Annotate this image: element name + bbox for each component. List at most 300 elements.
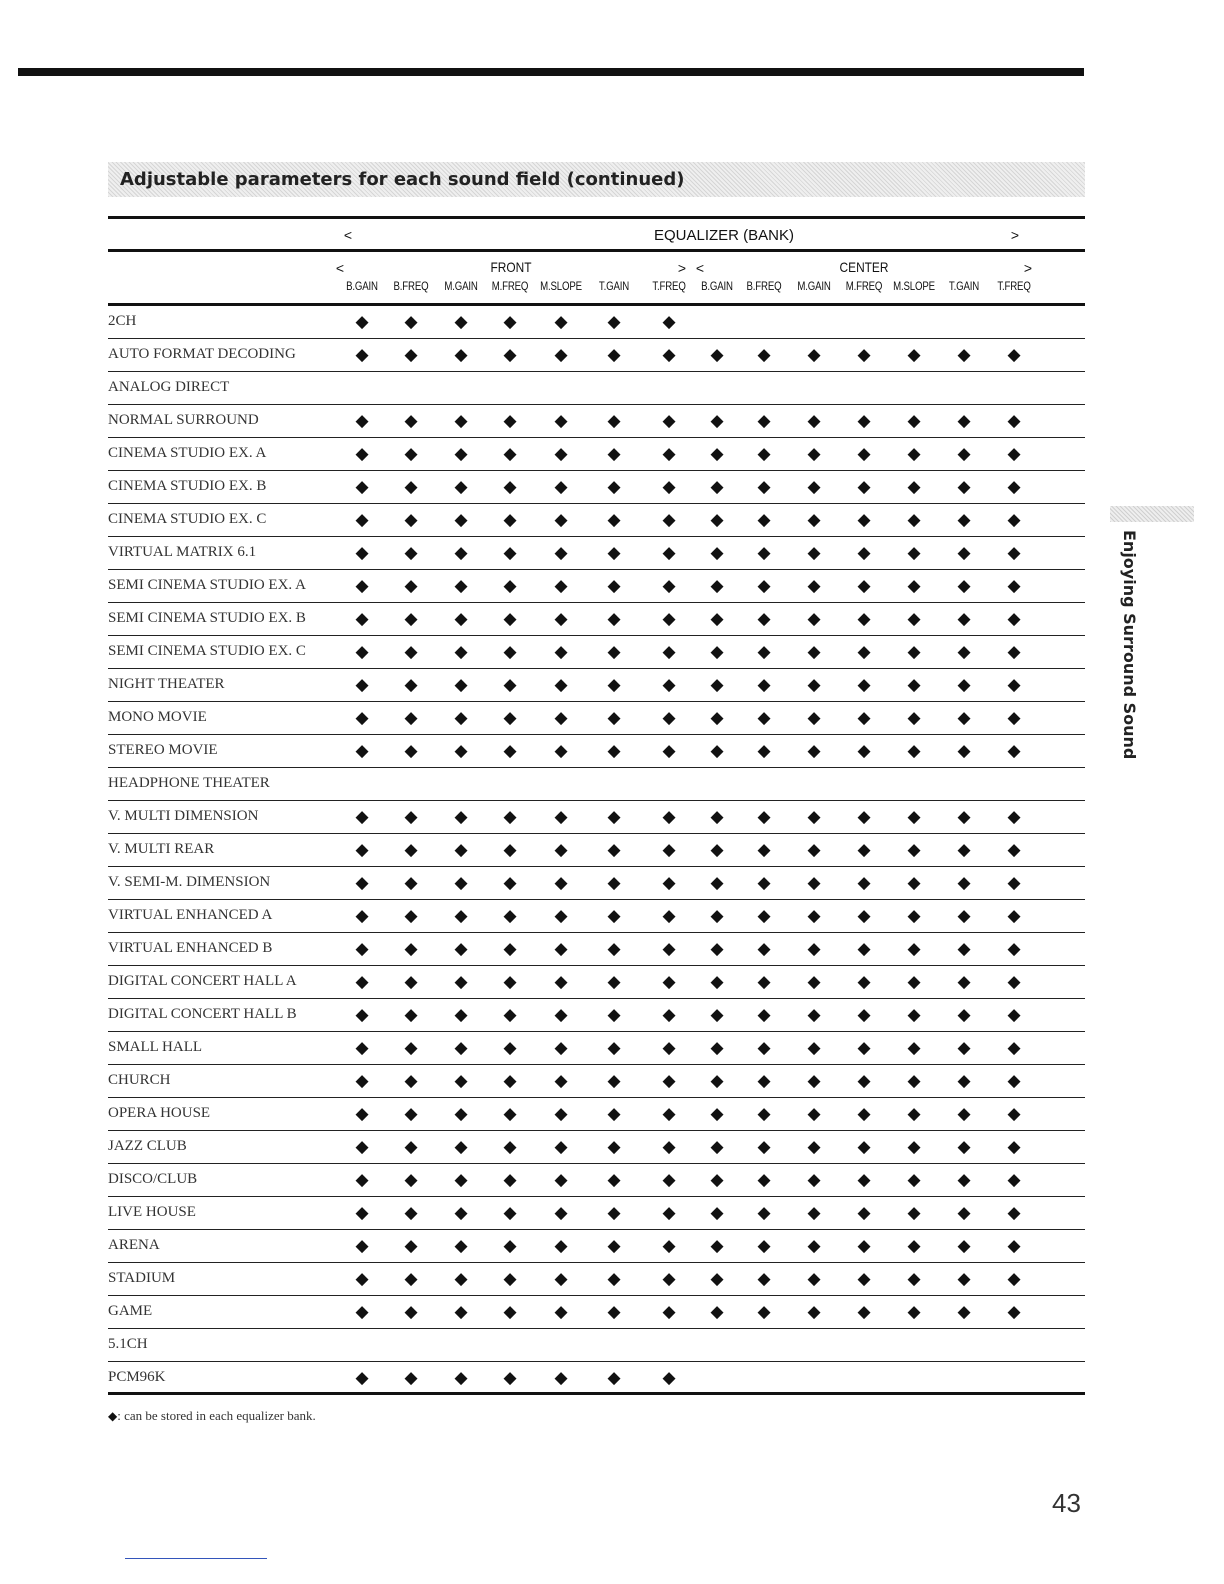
stored-marker: ◆ [757,1071,771,1090]
stored-marker: ◆ [857,972,871,991]
table-row [108,834,1085,867]
stored-marker: ◆ [757,741,771,760]
stored-marker: ◆ [907,543,921,562]
stored-marker: ◆ [404,1038,418,1057]
stored-marker: ◆ [355,345,369,364]
stored-marker: ◆ [404,939,418,958]
stored-marker: ◆ [404,675,418,694]
stored-marker: ◆ [503,1104,517,1123]
stored-marker: ◆ [1007,345,1021,364]
stored-marker: ◆ [957,1269,971,1288]
stored-marker: ◆ [957,576,971,595]
stored-marker: ◆ [757,345,771,364]
stored-marker: ◆ [454,1071,468,1090]
stored-marker: ◆ [355,939,369,958]
stored-marker: ◆ [710,1236,724,1255]
front-open-bracket: < [335,260,345,276]
stored-marker: ◆ [1007,1203,1021,1222]
stored-marker: ◆ [355,1038,369,1057]
stored-marker: ◆ [355,906,369,925]
stored-marker: ◆ [503,543,517,562]
stored-marker: ◆ [404,1368,418,1387]
sound-field-name: ANALOG DIRECT [108,379,230,395]
stored-marker: ◆ [355,741,369,760]
stored-marker: ◆ [807,939,821,958]
stored-marker: ◆ [662,708,676,727]
stored-marker: ◆ [404,576,418,595]
stored-marker: ◆ [807,642,821,661]
stored-marker: ◆ [454,543,468,562]
table-row [108,1032,1085,1065]
stored-marker: ◆ [454,1236,468,1255]
stored-marker: ◆ [607,1005,621,1024]
stored-marker: ◆ [503,939,517,958]
stored-marker: ◆ [607,1302,621,1321]
stored-marker: ◆ [355,840,369,859]
stored-marker: ◆ [857,1269,871,1288]
stored-marker: ◆ [503,741,517,760]
stored-marker: ◆ [857,939,871,958]
stored-marker: ◆ [554,312,568,331]
stored-marker: ◆ [807,675,821,694]
stored-marker: ◆ [662,1368,676,1387]
stored-marker: ◆ [757,609,771,628]
stored-marker: ◆ [404,1104,418,1123]
stored-marker: ◆ [454,939,468,958]
sound-field-name: V. SEMI-M. DIMENSION [108,874,271,890]
stored-marker: ◆ [662,510,676,529]
stored-marker: ◆ [607,1236,621,1255]
stored-marker: ◆ [404,906,418,925]
sound-field-name: ARENA [108,1237,160,1253]
stored-marker: ◆ [757,1170,771,1189]
column-header: T.FREQ [652,281,686,293]
stored-marker: ◆ [807,1302,821,1321]
stored-marker: ◆ [807,1038,821,1057]
stored-marker: ◆ [857,576,871,595]
stored-marker: ◆ [757,510,771,529]
stored-marker: ◆ [907,1170,921,1189]
sound-field-name: CHURCH [108,1072,171,1088]
stored-marker: ◆ [503,477,517,496]
side-tab [1120,530,1160,790]
stored-marker: ◆ [957,444,971,463]
stored-marker: ◆ [607,1203,621,1222]
stored-marker: ◆ [807,840,821,859]
stored-marker: ◆ [907,939,921,958]
stored-marker: ◆ [1007,1302,1021,1321]
stored-marker: ◆ [1007,807,1021,826]
stored-marker: ◆ [454,1170,468,1189]
stored-marker: ◆ [757,708,771,727]
stored-marker: ◆ [607,939,621,958]
stored-marker: ◆ [907,807,921,826]
stored-marker: ◆ [355,1269,369,1288]
stored-marker: ◆ [907,1071,921,1090]
stored-marker: ◆ [503,807,517,826]
sound-field-name: GAME [108,1303,153,1319]
stored-marker: ◆ [710,576,724,595]
stored-marker: ◆ [807,1269,821,1288]
sound-field-name: SEMI CINEMA STUDIO EX. B [108,610,306,626]
stored-marker: ◆ [404,411,418,430]
stored-marker: ◆ [554,840,568,859]
table-row [108,1098,1085,1131]
stored-marker: ◆ [355,444,369,463]
stored-marker: ◆ [857,609,871,628]
table-row [108,1065,1085,1098]
sound-field-name: STEREO MOVIE [108,742,218,758]
stored-marker: ◆ [907,444,921,463]
stored-marker: ◆ [907,1137,921,1156]
stored-marker: ◆ [503,1038,517,1057]
stored-marker: ◆ [907,972,921,991]
stored-marker: ◆ [662,576,676,595]
stored-marker: ◆ [554,1170,568,1189]
stored-marker: ◆ [757,411,771,430]
footnote [108,1408,316,1424]
stored-marker: ◆ [1007,840,1021,859]
stored-marker: ◆ [807,1071,821,1090]
stored-marker: ◆ [1007,1170,1021,1189]
stored-marker: ◆ [957,609,971,628]
stored-marker: ◆ [957,1071,971,1090]
stored-marker: ◆ [757,972,771,991]
sound-field-name: STADIUM [108,1270,176,1286]
column-header: M.GAIN [444,281,478,293]
stored-marker: ◆ [404,1302,418,1321]
stored-marker: ◆ [857,345,871,364]
stored-marker: ◆ [554,1038,568,1057]
stored-marker: ◆ [454,312,468,331]
table-row [108,1263,1085,1296]
table-row [108,900,1085,933]
stored-marker: ◆ [807,906,821,925]
stored-marker: ◆ [454,1005,468,1024]
stored-marker: ◆ [710,1104,724,1123]
stored-marker: ◆ [662,675,676,694]
stored-marker: ◆ [662,741,676,760]
stored-marker: ◆ [355,1368,369,1387]
stored-marker: ◆ [857,1236,871,1255]
stored-marker: ◆ [404,1236,418,1255]
stored-marker: ◆ [404,510,418,529]
stored-marker: ◆ [554,741,568,760]
stored-marker: ◆ [957,1236,971,1255]
table-row [108,768,1085,801]
table-row [108,966,1085,999]
stored-marker: ◆ [355,510,369,529]
stored-marker: ◆ [807,1170,821,1189]
sound-field-name: VIRTUAL ENHANCED B [108,940,273,956]
footnote-text: : can be stored in each equalizer bank. [117,1408,316,1423]
stored-marker: ◆ [662,477,676,496]
column-header: M.SLOPE [540,281,582,293]
stored-marker: ◆ [607,576,621,595]
stored-marker: ◆ [454,444,468,463]
stored-marker: ◆ [957,1104,971,1123]
stored-marker: ◆ [355,576,369,595]
stored-marker: ◆ [404,1005,418,1024]
stored-marker: ◆ [957,675,971,694]
stored-marker: ◆ [857,1071,871,1090]
stored-marker: ◆ [355,675,369,694]
table-row [108,735,1085,768]
column-header: M.SLOPE [893,281,935,293]
stored-marker: ◆ [957,1038,971,1057]
center-close-bracket: > [1023,260,1033,276]
stored-marker: ◆ [857,543,871,562]
stored-marker: ◆ [857,444,871,463]
stored-marker: ◆ [957,906,971,925]
stored-marker: ◆ [807,708,821,727]
stored-marker: ◆ [503,840,517,859]
stored-marker: ◆ [662,1170,676,1189]
stored-marker: ◆ [404,1269,418,1288]
stored-marker: ◆ [807,1203,821,1222]
column-header: T.FREQ [997,281,1031,293]
stored-marker: ◆ [757,939,771,958]
stored-marker: ◆ [957,543,971,562]
stored-marker: ◆ [554,510,568,529]
stored-marker: ◆ [454,675,468,694]
stored-marker: ◆ [857,906,871,925]
stored-marker: ◆ [757,1038,771,1057]
table-row [108,1329,1085,1362]
stored-marker: ◆ [907,642,921,661]
top-rule [18,68,1084,76]
stored-marker: ◆ [757,1005,771,1024]
stored-marker: ◆ [554,939,568,958]
stored-marker: ◆ [662,642,676,661]
stored-marker: ◆ [554,1137,568,1156]
sound-field-name: DIGITAL CONCERT HALL A [108,973,297,989]
sound-field-name: LIVE HOUSE [108,1204,196,1220]
stored-marker: ◆ [554,543,568,562]
stored-marker: ◆ [757,1137,771,1156]
stored-marker: ◆ [907,1038,921,1057]
stored-marker: ◆ [554,444,568,463]
stored-marker: ◆ [554,477,568,496]
stored-marker: ◆ [957,477,971,496]
stored-marker: ◆ [957,411,971,430]
stored-marker: ◆ [404,972,418,991]
bottom-link-underline [125,1558,267,1559]
stored-marker: ◆ [710,1302,724,1321]
stored-marker: ◆ [807,411,821,430]
side-tab-marker [1110,506,1194,522]
stored-marker: ◆ [607,345,621,364]
side-tab-label: Enjoying Surround Sound [1120,530,1139,760]
stored-marker: ◆ [757,642,771,661]
stored-marker: ◆ [710,1203,724,1222]
stored-marker: ◆ [807,873,821,892]
table-row [108,999,1085,1032]
stored-marker: ◆ [757,477,771,496]
stored-marker: ◆ [957,1005,971,1024]
stored-marker: ◆ [857,510,871,529]
stored-marker: ◆ [907,477,921,496]
stored-marker: ◆ [757,1236,771,1255]
sound-field-name: VIRTUAL ENHANCED A [108,907,273,923]
stored-marker: ◆ [662,444,676,463]
stored-marker: ◆ [662,1071,676,1090]
stored-marker: ◆ [662,609,676,628]
table-row [108,669,1085,702]
equalizer-open-bracket: < [343,227,353,243]
stored-marker: ◆ [662,1005,676,1024]
stored-marker: ◆ [554,1236,568,1255]
sound-field-name: 2CH [108,313,137,329]
table-row [108,1197,1085,1230]
stored-marker: ◆ [857,708,871,727]
table-row [108,801,1085,834]
stored-marker: ◆ [404,543,418,562]
stored-marker: ◆ [355,1104,369,1123]
stored-marker: ◆ [355,609,369,628]
stored-marker: ◆ [355,543,369,562]
stored-marker: ◆ [857,411,871,430]
sound-field-name: 5.1CH [108,1336,148,1352]
table-row [108,1131,1085,1164]
stored-marker: ◆ [607,1071,621,1090]
stored-marker: ◆ [554,642,568,661]
stored-marker: ◆ [1007,1071,1021,1090]
stored-marker: ◆ [454,345,468,364]
stored-marker: ◆ [662,411,676,430]
stored-marker: ◆ [957,1170,971,1189]
table-row [108,438,1085,471]
sound-field-name: CINEMA STUDIO EX. A [108,445,267,461]
stored-marker: ◆ [503,1170,517,1189]
stored-marker: ◆ [607,477,621,496]
stored-marker: ◆ [807,444,821,463]
stored-marker: ◆ [662,1269,676,1288]
stored-marker: ◆ [607,840,621,859]
stored-marker: ◆ [710,906,724,925]
stored-marker: ◆ [807,477,821,496]
stored-marker: ◆ [857,1104,871,1123]
stored-marker: ◆ [404,1203,418,1222]
center-open-bracket: < [695,260,705,276]
equalizer-heading: EQUALIZER (BANK) [653,227,795,244]
stored-marker: ◆ [1007,1236,1021,1255]
stored-marker: ◆ [857,1170,871,1189]
stored-marker: ◆ [857,642,871,661]
stored-marker: ◆ [857,741,871,760]
stored-marker: ◆ [454,873,468,892]
stored-marker: ◆ [404,807,418,826]
stored-marker: ◆ [607,741,621,760]
stored-marker: ◆ [404,708,418,727]
stored-marker: ◆ [607,906,621,925]
stored-marker: ◆ [404,840,418,859]
column-header: B.GAIN [346,281,378,293]
stored-marker: ◆ [554,1104,568,1123]
stored-marker: ◆ [662,345,676,364]
stored-marker: ◆ [1007,444,1021,463]
stored-marker: ◆ [907,708,921,727]
stored-marker: ◆ [662,906,676,925]
sound-field-name: CINEMA STUDIO EX. C [108,511,267,527]
stored-marker: ◆ [857,873,871,892]
stored-marker: ◆ [607,1104,621,1123]
stored-marker: ◆ [355,708,369,727]
sound-field-name: V. MULTI DIMENSION [108,808,259,824]
stored-marker: ◆ [404,1071,418,1090]
sound-field-name: JAZZ CLUB [108,1138,187,1154]
stored-marker: ◆ [907,411,921,430]
sound-field-name: VIRTUAL MATRIX 6.1 [108,544,257,560]
stored-marker: ◆ [355,642,369,661]
sound-field-name: DIGITAL CONCERT HALL B [108,1006,297,1022]
table-row [108,405,1085,438]
equalizer-close-bracket: > [1010,227,1020,243]
stored-marker: ◆ [1007,1005,1021,1024]
stored-marker: ◆ [503,1236,517,1255]
stored-marker: ◆ [907,741,921,760]
sound-field-name: OPERA HOUSE [108,1105,211,1121]
stored-marker: ◆ [607,873,621,892]
stored-marker: ◆ [710,1005,724,1024]
stored-marker: ◆ [710,939,724,958]
stored-marker: ◆ [355,1137,369,1156]
stored-marker: ◆ [355,1170,369,1189]
stored-marker: ◆ [710,609,724,628]
stored-marker: ◆ [1007,906,1021,925]
stored-marker: ◆ [607,675,621,694]
stored-marker: ◆ [907,1236,921,1255]
stored-marker: ◆ [404,1137,418,1156]
table-row [108,702,1085,735]
stored-marker: ◆ [503,444,517,463]
stored-marker: ◆ [404,345,418,364]
stored-marker: ◆ [503,906,517,925]
stored-marker: ◆ [503,576,517,595]
sound-field-name: DISCO/CLUB [108,1171,198,1187]
stored-marker: ◆ [710,444,724,463]
stored-marker: ◆ [710,972,724,991]
stored-marker: ◆ [662,873,676,892]
stored-marker: ◆ [503,1302,517,1321]
stored-marker: ◆ [1007,510,1021,529]
stored-marker: ◆ [404,873,418,892]
stored-marker: ◆ [503,345,517,364]
stored-marker: ◆ [907,1302,921,1321]
stored-marker: ◆ [857,840,871,859]
stored-marker: ◆ [1007,477,1021,496]
table-row [108,339,1085,372]
stored-marker: ◆ [710,510,724,529]
stored-marker: ◆ [554,1005,568,1024]
stored-marker: ◆ [454,477,468,496]
stored-marker: ◆ [857,1038,871,1057]
stored-marker: ◆ [503,642,517,661]
stored-marker: ◆ [355,312,369,331]
stored-marker: ◆ [907,1269,921,1288]
stored-marker: ◆ [355,411,369,430]
stored-marker: ◆ [1007,939,1021,958]
stored-marker: ◆ [907,345,921,364]
stored-marker: ◆ [554,1269,568,1288]
stored-marker: ◆ [710,1137,724,1156]
stored-marker: ◆ [662,1104,676,1123]
stored-marker: ◆ [607,642,621,661]
stored-marker: ◆ [757,1104,771,1123]
stored-marker: ◆ [907,840,921,859]
sound-field-name: SEMI CINEMA STUDIO EX. A [108,577,306,593]
sound-field-name: AUTO FORMAT DECODING [108,346,296,362]
